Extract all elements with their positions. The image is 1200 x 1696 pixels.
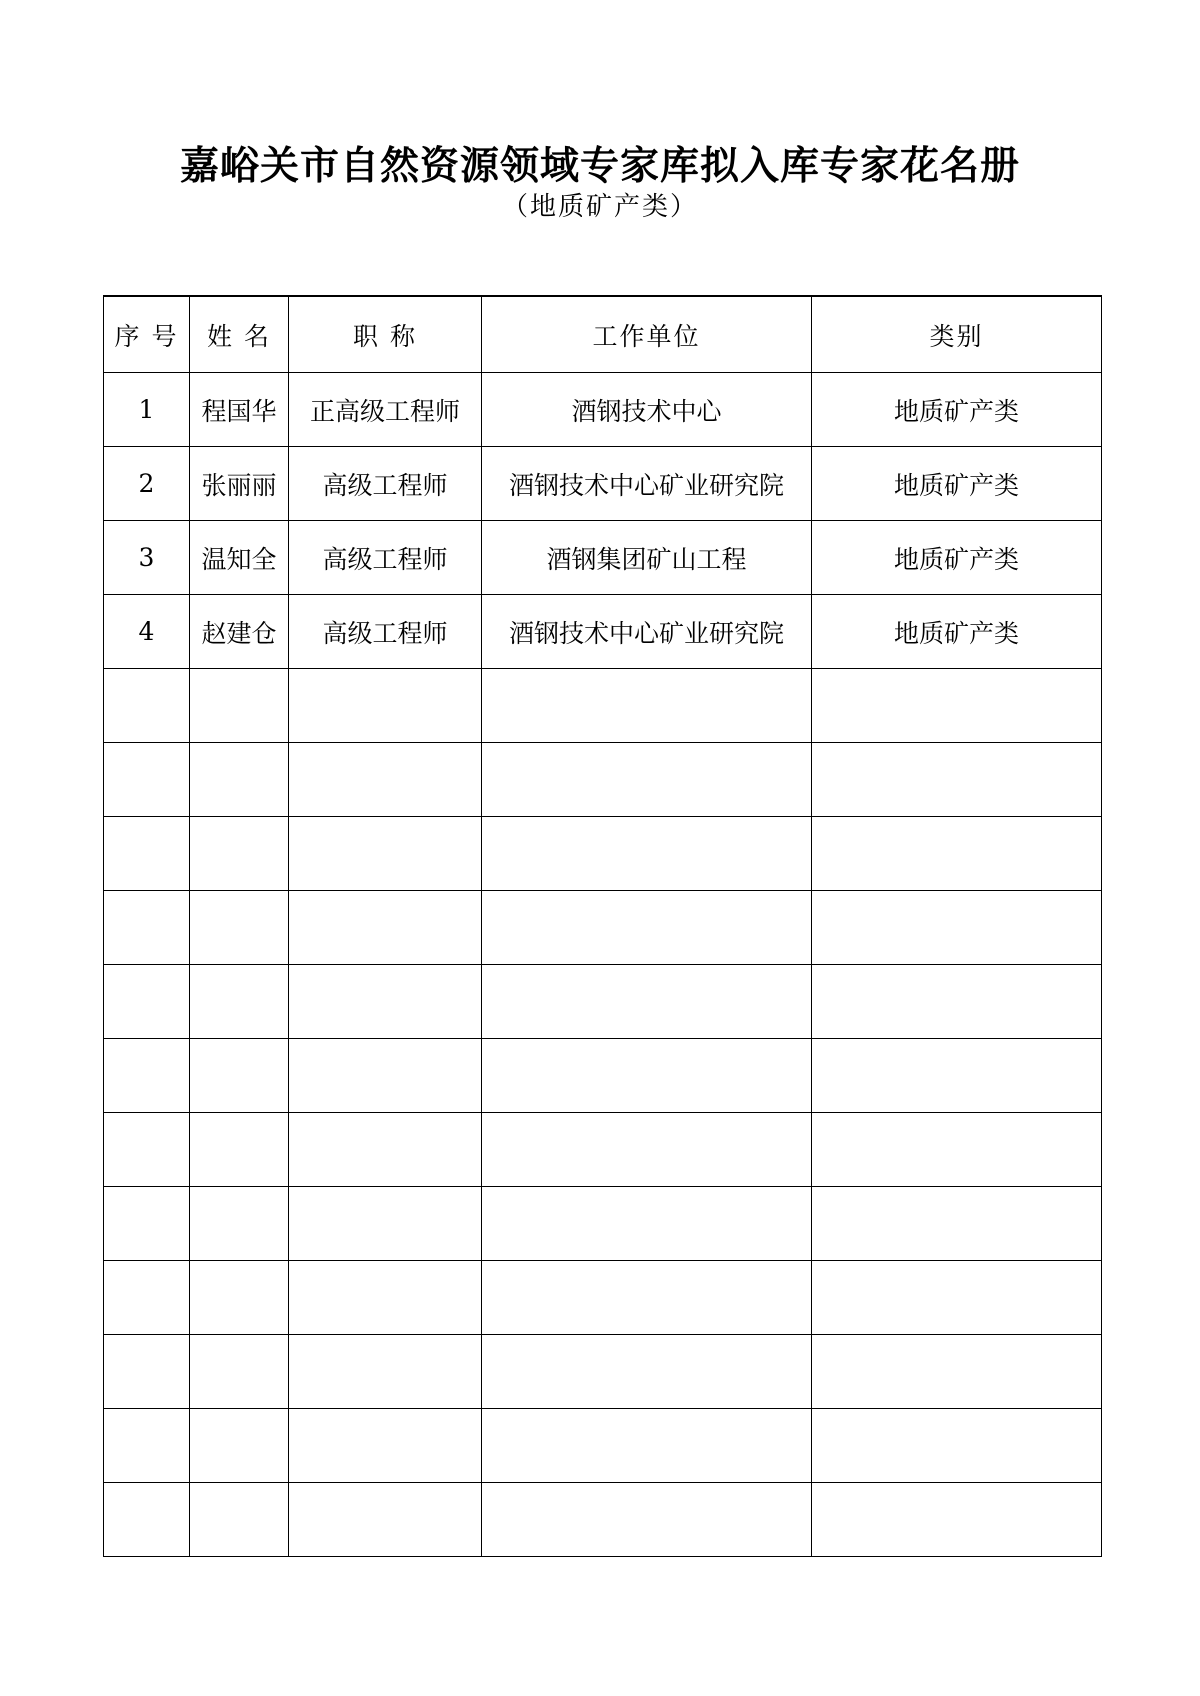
cell-category-empty	[812, 1039, 1102, 1113]
table-body	[104, 373, 1102, 1557]
cell-category-empty	[812, 1187, 1102, 1261]
cell-organization-empty	[482, 1113, 812, 1187]
cell-title-empty	[289, 1409, 482, 1483]
empty-table-row	[104, 1113, 1102, 1187]
cell-title-empty	[289, 817, 482, 891]
cell-title-empty	[289, 1261, 482, 1335]
cell-organization: 酒钢技术中心矿业研究院	[482, 447, 812, 521]
cell-organization: 酒钢技术中心	[482, 373, 812, 447]
cell-name: 赵建仓	[190, 595, 289, 669]
empty-table-row	[104, 965, 1102, 1039]
cell-index: 1	[104, 373, 190, 447]
table-row	[104, 595, 1102, 669]
cell-category-empty	[812, 1335, 1102, 1409]
empty-table-row	[104, 1039, 1102, 1113]
empty-table-row	[104, 1335, 1102, 1409]
cell-title-empty	[289, 1039, 482, 1113]
cell-organization-empty	[482, 1039, 812, 1113]
cell-title-empty	[289, 1187, 482, 1261]
cell-title: 高级工程师	[289, 595, 482, 669]
cell-category: 地质矿产类	[812, 521, 1102, 595]
header-category: 类别	[812, 296, 1102, 373]
cell-organization-empty	[482, 743, 812, 817]
cell-index-empty	[104, 1187, 190, 1261]
cell-name: 温知全	[190, 521, 289, 595]
page-subtitle: （地质矿产类）	[501, 192, 698, 222]
page-title: 嘉峪关市自然资源领域专家库拟入库专家花名册	[179, 144, 1020, 189]
cell-name-empty	[190, 743, 289, 817]
cell-category: 地质矿产类	[812, 373, 1102, 447]
cell-title: 高级工程师	[289, 521, 482, 595]
empty-table-row	[104, 1409, 1102, 1483]
cell-index-empty	[104, 1483, 190, 1557]
cell-category-empty	[812, 1409, 1102, 1483]
cell-organization: 酒钢集团矿山工程	[482, 521, 812, 595]
empty-table-row	[104, 1483, 1102, 1557]
cell-name-empty	[190, 965, 289, 1039]
cell-title: 高级工程师	[289, 447, 482, 521]
cell-title-empty	[289, 891, 482, 965]
table-row	[104, 521, 1102, 595]
empty-table-row	[104, 817, 1102, 891]
cell-index: 4	[104, 595, 190, 669]
cell-title-empty	[289, 669, 482, 743]
cell-category-empty	[812, 1483, 1102, 1557]
cell-index: 2	[104, 447, 190, 521]
cell-name-empty	[190, 1113, 289, 1187]
empty-table-row	[104, 669, 1102, 743]
cell-organization-empty	[482, 817, 812, 891]
cell-name: 张丽丽	[190, 447, 289, 521]
cell-organization-empty	[482, 1187, 812, 1261]
cell-index-empty	[104, 965, 190, 1039]
cell-index-empty	[104, 1335, 190, 1409]
cell-organization-empty	[482, 669, 812, 743]
cell-organization-empty	[482, 1409, 812, 1483]
table-row	[104, 373, 1102, 447]
cell-organization-empty	[482, 891, 812, 965]
cell-index-empty	[104, 669, 190, 743]
cell-index-empty	[104, 743, 190, 817]
cell-category: 地质矿产类	[812, 447, 1102, 521]
cell-category-empty	[812, 891, 1102, 965]
empty-table-row	[104, 891, 1102, 965]
cell-organization: 酒钢技术中心矿业研究院	[482, 595, 812, 669]
cell-category-empty	[812, 1113, 1102, 1187]
header-organization: 工作单位	[482, 296, 812, 373]
cell-index-empty	[104, 817, 190, 891]
cell-index: 3	[104, 521, 190, 595]
header-index: 序 号	[104, 296, 190, 373]
cell-organization-empty	[482, 1261, 812, 1335]
cell-title-empty	[289, 1335, 482, 1409]
cell-organization-empty	[482, 1335, 812, 1409]
cell-title-empty	[289, 743, 482, 817]
cell-name-empty	[190, 817, 289, 891]
header-title: 职 称	[289, 296, 482, 373]
header-name: 姓 名	[190, 296, 289, 373]
cell-name-empty	[190, 1483, 289, 1557]
cell-name-empty	[190, 891, 289, 965]
cell-title-empty	[289, 1113, 482, 1187]
cell-name-empty	[190, 1261, 289, 1335]
cell-name-empty	[190, 1039, 289, 1113]
cell-category-empty	[812, 743, 1102, 817]
cell-index-empty	[104, 1113, 190, 1187]
cell-index-empty	[104, 1409, 190, 1483]
cell-category-empty	[812, 817, 1102, 891]
cell-category-empty	[812, 965, 1102, 1039]
cell-name-empty	[190, 669, 289, 743]
cell-name-empty	[190, 1187, 289, 1261]
table-row	[104, 447, 1102, 521]
table-header-row	[104, 296, 1102, 373]
empty-table-row	[104, 743, 1102, 817]
cell-category-empty	[812, 669, 1102, 743]
cell-category: 地质矿产类	[812, 595, 1102, 669]
expert-roster-table	[103, 295, 1102, 1557]
cell-name-empty	[190, 1335, 289, 1409]
cell-index-empty	[104, 891, 190, 965]
cell-name: 程国华	[190, 373, 289, 447]
cell-title-empty	[289, 1483, 482, 1557]
cell-category-empty	[812, 1261, 1102, 1335]
cell-index-empty	[104, 1261, 190, 1335]
cell-index-empty	[104, 1039, 190, 1113]
cell-name-empty	[190, 1409, 289, 1483]
cell-organization-empty	[482, 965, 812, 1039]
cell-organization-empty	[482, 1483, 812, 1557]
empty-table-row	[104, 1261, 1102, 1335]
cell-title-empty	[289, 965, 482, 1039]
cell-title: 正高级工程师	[289, 373, 482, 447]
empty-table-row	[104, 1187, 1102, 1261]
